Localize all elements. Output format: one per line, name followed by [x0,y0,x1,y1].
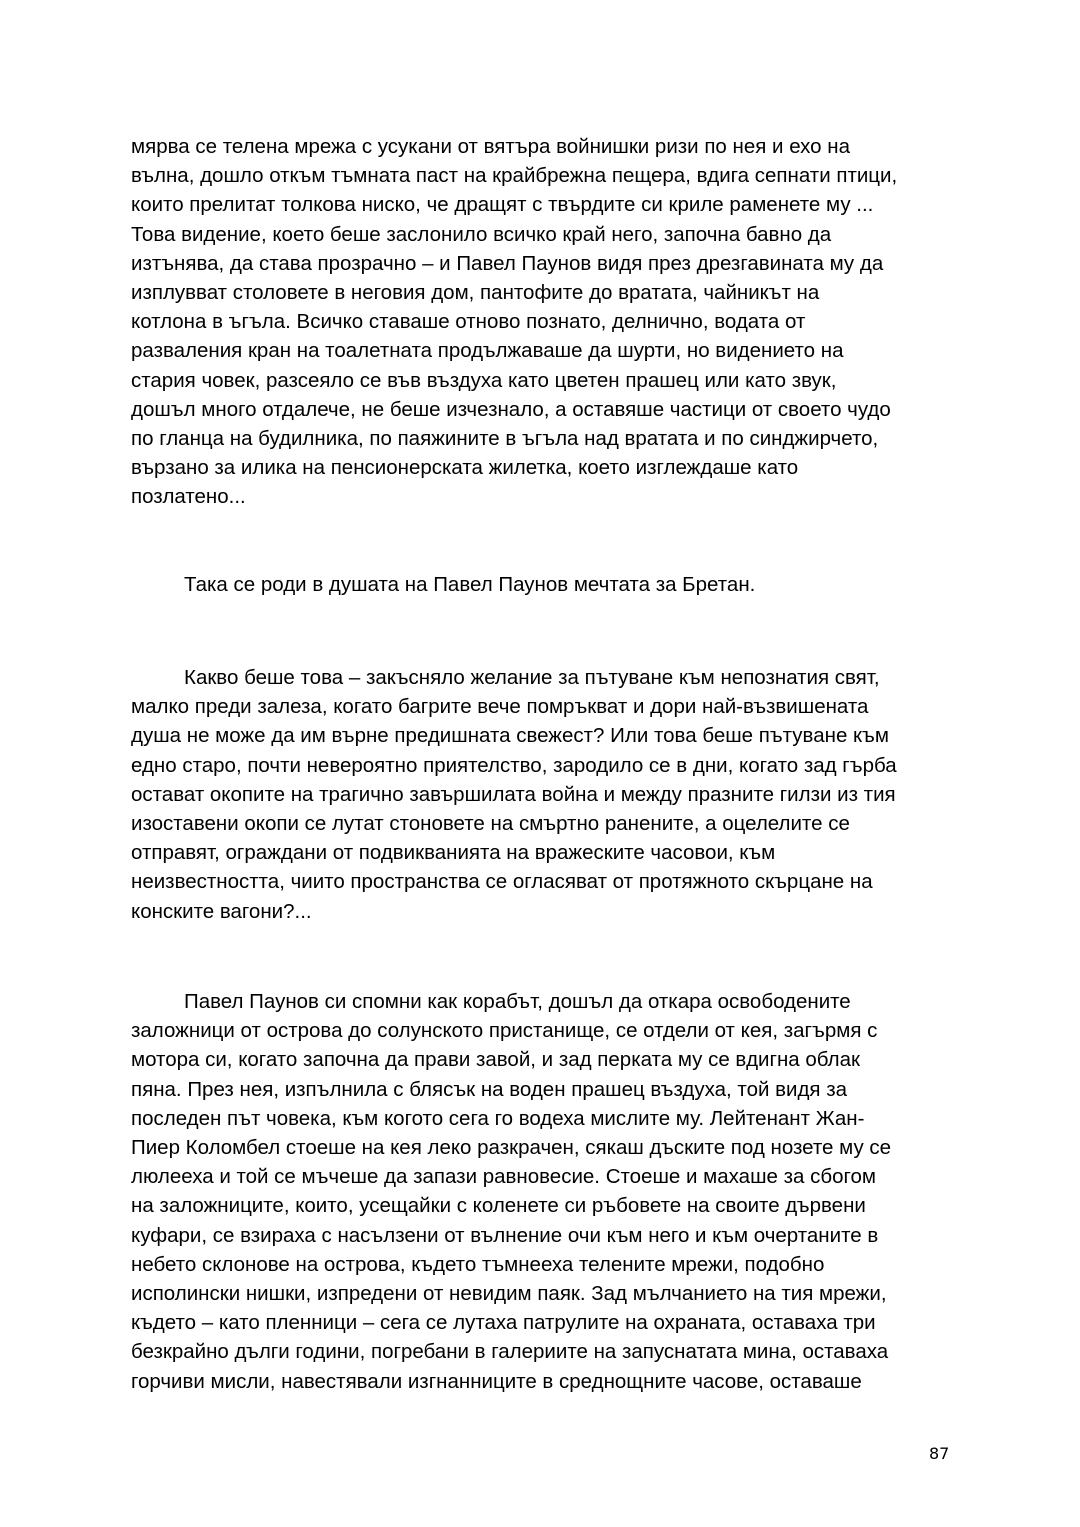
text-line: малко преди залеза, когато багрите вече помръкват и дори най-възвишената [131,695,869,719]
text-line: позлатено... [131,485,246,509]
text-line: Какво беше това – закъсняло желание за пътуване към непознатия свят, [184,666,880,689]
text-line: мотора си, когато започна да прави завой, и зад перката му се вдигна облак [131,1048,860,1072]
text-line: люлееха и той се мъчеше да запази равновесие. Стоеше и махаше за сбогом [131,1165,877,1189]
text-line: небето склонове на острова, където тъмнееха телените мрежи, подобно [131,1252,825,1276]
text-line: където – като пленници – сега се лутаха патрулите на охраната, оставаха три [131,1311,876,1335]
text-line: Това видение, което беше заслонило всичко край него, започна бавно да [131,222,832,246]
text-line: исполински нишки, изпредени от невидим паяк. Зад мълчанието на тия мрежи, [131,1282,887,1306]
text-line: заложници от острова до солунското пристанище, се отдели от кея, загърмя с [131,1019,878,1043]
paragraph-3 [131,663,991,926]
text-line: пяна. През нея, изпълнила с блясък на воден прашец въздуха, той видя за [131,1077,848,1101]
text-line: Павел Паунов си спомни как корабът, дошъл да откара освободените [184,990,851,1013]
text-line: дошъл много отдалече, не беше изчезнало, а оставяше частици от своето чудо [131,397,891,421]
text-line: изоставени окопи се лутат стоновете на смъртно ранените, а оцелелите се [131,812,850,836]
page-number: 87 [929,1444,950,1463]
text-line: които прелитат толкова ниско, че дращят с твърдите си криле раменете му ... [131,193,874,217]
text-line: остават окопите на трагично завършилата война и между празните гилзи из тия [131,782,896,806]
text-line: Пиер Коломбел стоеше на кея леко разкрачен, сякаш дъските под нозете му се [131,1136,892,1160]
text-line: горчиви мисли, навестявали изгнанниците в среднощните часове, оставаше [131,1369,862,1393]
text-line: котлона в ъгъла. Всичко ставаше отново познато, делнично, водата от [131,310,806,334]
text-line: едно старо, почти невероятно приятелство, зародило се в дни, когато зад гърба [131,753,897,777]
text-line: конските вагони?... [131,899,312,923]
text-line: изплувват столовете в неговия дом, пантофите до вратата, чайникът на [131,281,820,305]
text-line: Така се роди в душата на Павел Паунов мечтата за Бретан. [184,573,756,596]
paragraph-4 [131,987,991,1396]
text-line: разваления кран на тоалетната продължаваше да шурти, но видението на [131,339,844,363]
text-line: безкрайно дълги години, погребани в галериите на запуснатата мина, оставаха [131,1340,889,1364]
text-line: на заложниците, които, усещайки с коленете си ръбовете на своите дървени [131,1194,866,1218]
text-line: душа не може да им върне предишната свежест? Или това беше пътуване към [131,724,889,748]
text-line: по гланца на будилника, по паяжините в ъгъла над вратата и по синджирчето, [131,427,879,451]
paragraph-1 [131,132,991,512]
text-line: вълна, дошло откъм тъмната паст на крайбрежна пещера, вдига сепнати птици, [131,164,898,188]
paragraph-2 [131,570,991,599]
text-line: последен път човека, към когото сега го водеха мислите му. Лейтенант Жан- [131,1106,865,1130]
text-line: мярва се телена мрежа с усукани от вятъра войнишки ризи по нея и ехо на [131,135,850,158]
text-line: изтънява, да става прозрачно – и Павел Паунов видя през дрезгавината му да [131,251,884,275]
text-line: неизвестността, чиито пространства се огласяват от протяжното скърцане на [131,870,873,894]
text-line: стария човек, разсеяло се във въздуха като цветен прашец или като звук, [131,368,837,392]
text-line: отправят, ограждани от подвикванията на вражеските часовои, към [131,841,776,865]
text-line: куфари, се взираха с насълзени от вълнение очи към него и към очертаните в [131,1223,879,1247]
text-line: вързано за илика на пенсионерската жилетка, което изглеждаше като [131,456,799,480]
